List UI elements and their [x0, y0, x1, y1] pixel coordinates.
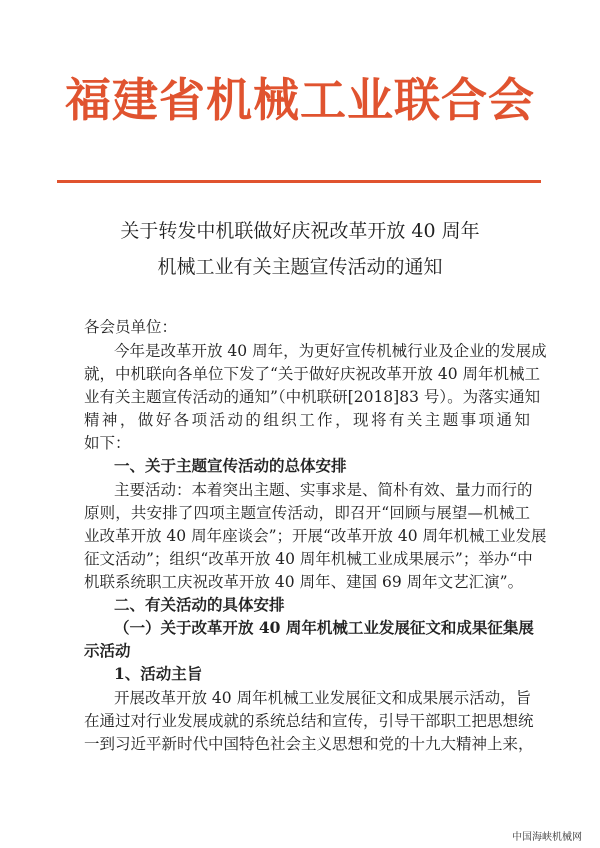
body-line: 今年是改革开放 40 周年，为更好宣传机械行业及企业的发展成 [114, 342, 547, 360]
body-line: 在通过对行业发展成就的系统总结和宣传，引导干部职工把思想统 [84, 712, 534, 730]
body-line: 开展改革开放 40 周年机械工业发展征文和成果展示活动，旨 [114, 689, 532, 707]
body-line: 原则，共安排了四项主题宣传活动，即召开“回顾与展望—机械工 [84, 504, 530, 522]
subsection-heading-cont: 示活动 [84, 641, 131, 660]
item-heading: 1、活动主旨 [114, 664, 203, 683]
body-line: 如下： [84, 434, 131, 452]
section-heading-2: 二、有关活动的具体安排 [114, 595, 285, 614]
salutation: 各会员单位： [84, 318, 178, 336]
document-title-line-2: 机械工业有关主题宣传活动的通知 [157, 256, 443, 278]
subsection-heading: （一）关于改革开放 40 周年机械工业发展征文和成果征集展 [114, 618, 534, 637]
body-line: 征文活动”；组织“改革开放 40 周年机械工业成果展示”；举办“中 [84, 550, 533, 568]
body-line: 机联系统职工庆祝改革开放 40 周年、建国 69 周年文艺汇演”。 [84, 573, 524, 591]
body-line: 主要活动：本着突出主题、实事求是、简朴有效、量力而行的 [114, 481, 533, 499]
body-line: 就，中机联向各单位下发了“关于做好庆祝改革开放 40 周年机械工 [84, 365, 541, 383]
body-line: 业改革开放 40 周年座谈会”；开展“改革开放 40 周年机械工业发展 [84, 527, 547, 545]
site-watermark: 中国海峡机械网 [512, 832, 582, 843]
document-title-line-1: 关于转发中机联做好庆祝改革开放 40 周年 [120, 220, 480, 242]
organization-letterhead: 福建省机械工业联合会 [65, 73, 535, 127]
section-heading-1: 一、关于主题宣传活动的总体安排 [114, 456, 347, 475]
body-line: 一到习近平新时代中国特色社会主义思想和党的十九大精神上来， [84, 735, 534, 753]
body-line: 业有关主题宣传活动的通知”（中机联研[2018]83 号）。为落实通知 [84, 388, 541, 406]
body-line: 精神，做好各项活动的组织工作，现将有关主题事项通知 [84, 411, 530, 429]
letterhead-divider [57, 180, 541, 183]
